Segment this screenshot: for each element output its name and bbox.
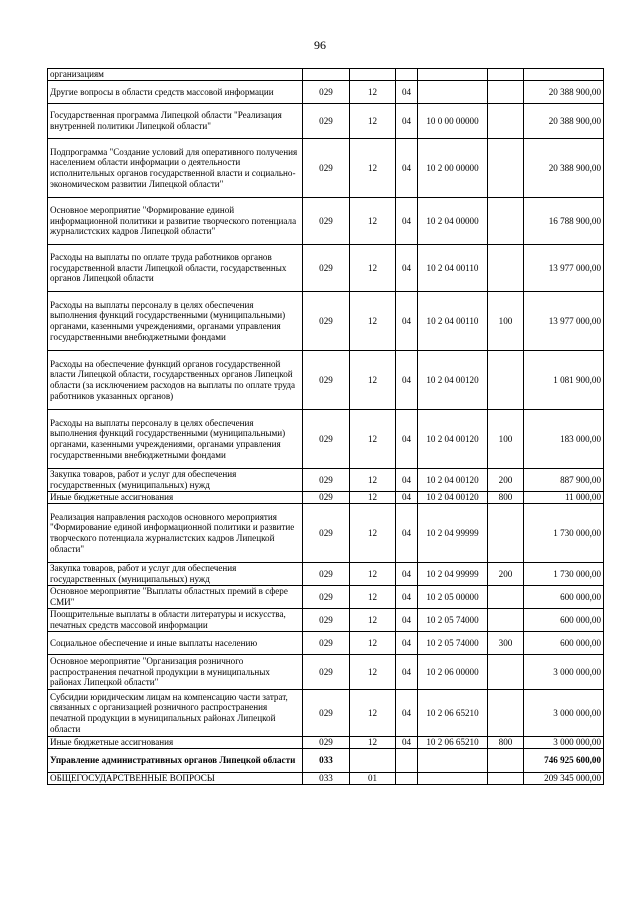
table-row bbox=[48, 690, 604, 737]
row-name: Расходы на выплаты персоналу в целях обеспечения выполнения функций государственными (муниципальными) органами, казенными учреждениями, органами управления государственными внебюджетными фондами bbox=[48, 410, 303, 469]
row-target-article: 10 2 04 99999 bbox=[418, 563, 488, 586]
row-amount: 11 000,00 bbox=[524, 492, 604, 504]
row-amount: 600 000,00 bbox=[524, 586, 604, 609]
row-subsection bbox=[396, 69, 418, 81]
row-target-article: 10 2 00 00000 bbox=[418, 139, 488, 198]
row-section: 12 bbox=[350, 469, 396, 492]
row-section: 12 bbox=[350, 351, 396, 410]
row-amount: 20 388 900,00 bbox=[524, 81, 604, 104]
row-subsection: 04 bbox=[396, 632, 418, 655]
row-section: 12 bbox=[350, 292, 396, 351]
row-target-article bbox=[418, 773, 488, 785]
row-name: Иные бюджетные ассигнования bbox=[48, 737, 303, 749]
row-section: 01 bbox=[350, 773, 396, 785]
row-section: 12 bbox=[350, 139, 396, 198]
row-name: Иные бюджетные ассигнования bbox=[48, 492, 303, 504]
table-row bbox=[48, 351, 604, 410]
row-admin-code: 029 bbox=[303, 292, 350, 351]
table-row bbox=[48, 410, 604, 469]
row-subsection: 04 bbox=[396, 245, 418, 292]
table-row bbox=[48, 773, 604, 785]
row-amount: 13 977 000,00 bbox=[524, 292, 604, 351]
table-row bbox=[48, 655, 604, 690]
row-expense-type bbox=[488, 609, 524, 632]
row-subsection: 04 bbox=[396, 292, 418, 351]
table-row bbox=[48, 245, 604, 292]
row-subsection: 04 bbox=[396, 737, 418, 749]
row-target-article bbox=[418, 69, 488, 81]
row-admin-code: 029 bbox=[303, 690, 350, 737]
row-expense-type: 100 bbox=[488, 410, 524, 469]
row-amount: 3 000 000,00 bbox=[524, 737, 604, 749]
row-name: Другие вопросы в области средств массовой информации bbox=[48, 81, 303, 104]
row-amount: 209 345 000,00 bbox=[524, 773, 604, 785]
row-target-article: 10 2 04 00120 bbox=[418, 469, 488, 492]
table-row bbox=[48, 292, 604, 351]
row-target-article bbox=[418, 749, 488, 773]
row-section: 12 bbox=[350, 504, 396, 563]
row-target-article: 10 2 04 00000 bbox=[418, 198, 488, 245]
row-expense-type bbox=[488, 245, 524, 292]
row-subsection: 04 bbox=[396, 469, 418, 492]
row-admin-code: 033 bbox=[303, 773, 350, 785]
row-expense-type: 800 bbox=[488, 492, 524, 504]
table-row bbox=[48, 563, 604, 586]
row-name: Расходы на обеспечение функций органов государственной власти Липецкой области, государственных органов Липецкой области (за исключением расходов на выплаты по оплате труда работников указанных органов) bbox=[48, 351, 303, 410]
row-section: 12 bbox=[350, 586, 396, 609]
row-admin-code bbox=[303, 69, 350, 81]
row-admin-code: 029 bbox=[303, 198, 350, 245]
row-subsection: 04 bbox=[396, 655, 418, 690]
row-expense-type bbox=[488, 104, 524, 139]
row-admin-code: 029 bbox=[303, 351, 350, 410]
row-amount: 600 000,00 bbox=[524, 632, 604, 655]
row-target-article: 10 2 05 74000 bbox=[418, 632, 488, 655]
row-subsection: 04 bbox=[396, 139, 418, 198]
row-section: 12 bbox=[350, 563, 396, 586]
row-subsection: 04 bbox=[396, 563, 418, 586]
table-row bbox=[48, 492, 604, 504]
row-name: Основное мероприятие "Формирование единой информационной политики и развитие творческого потенциала журналистских кадров Липецкой области" bbox=[48, 198, 303, 245]
row-admin-code: 029 bbox=[303, 81, 350, 104]
row-expense-type bbox=[488, 139, 524, 198]
row-amount: 1 730 000,00 bbox=[524, 504, 604, 563]
row-target-article: 10 2 04 00120 bbox=[418, 492, 488, 504]
row-name: Расходы на выплаты по оплате труда работников органов государственной власти Липецкой области, государственных органов Липецкой области bbox=[48, 245, 303, 292]
row-subsection: 04 bbox=[396, 609, 418, 632]
row-amount: 13 977 000,00 bbox=[524, 245, 604, 292]
row-subsection: 04 bbox=[396, 81, 418, 104]
row-subsection: 04 bbox=[396, 198, 418, 245]
row-section: 12 bbox=[350, 632, 396, 655]
row-admin-code: 029 bbox=[303, 245, 350, 292]
row-name: Подпрограмма "Создание условий для оперативного получения населением области информации о деятельности исполнительных органов государственной власти и социально-экономическом развитии Липецкой области" bbox=[48, 139, 303, 198]
row-expense-type: 200 bbox=[488, 563, 524, 586]
row-expense-type bbox=[488, 351, 524, 410]
row-target-article: 10 2 04 00110 bbox=[418, 292, 488, 351]
budget-table bbox=[47, 68, 604, 785]
row-admin-code: 029 bbox=[303, 469, 350, 492]
row-name: Основное мероприятие "Выплаты областных премий в сфере СМИ" bbox=[48, 586, 303, 609]
row-name: Субсидии юридическим лицам на компенсацию части затрат, связанных с организацией розничного распространения печатной продукции в муниципальных районах Липецкой области bbox=[48, 690, 303, 737]
row-amount: 20 388 900,00 bbox=[524, 139, 604, 198]
row-name: Управление административных органов Липецкой области bbox=[48, 749, 303, 773]
table-row bbox=[48, 737, 604, 749]
table-row bbox=[48, 632, 604, 655]
row-section: 12 bbox=[350, 737, 396, 749]
row-admin-code: 029 bbox=[303, 586, 350, 609]
row-expense-type: 800 bbox=[488, 737, 524, 749]
row-amount: 20 388 900,00 bbox=[524, 104, 604, 139]
row-target-article: 10 2 04 99999 bbox=[418, 504, 488, 563]
row-subsection bbox=[396, 773, 418, 785]
table-row bbox=[48, 69, 604, 81]
page-number: 96 bbox=[314, 38, 326, 52]
row-amount: 16 788 900,00 bbox=[524, 198, 604, 245]
row-name: Реализация направления расходов основного мероприятия "Формирование единой информационной политики и развитие творческого потенциала журналистских кадров Липецкой области" bbox=[48, 504, 303, 563]
row-amount: 3 000 000,00 bbox=[524, 690, 604, 737]
row-name: организациям bbox=[48, 69, 303, 81]
row-expense-type: 300 bbox=[488, 632, 524, 655]
row-target-article: 10 2 04 00120 bbox=[418, 410, 488, 469]
row-amount: 887 900,00 bbox=[524, 469, 604, 492]
row-amount: 183 000,00 bbox=[524, 410, 604, 469]
row-section bbox=[350, 749, 396, 773]
row-name: Поощрительные выплаты в области литературы и искусства, печатных средств массовой информации bbox=[48, 609, 303, 632]
row-target-article: 10 2 06 00000 bbox=[418, 655, 488, 690]
row-amount: 1 081 900,00 bbox=[524, 351, 604, 410]
table-row bbox=[48, 609, 604, 632]
row-expense-type bbox=[488, 504, 524, 563]
table-row bbox=[48, 104, 604, 139]
row-expense-type bbox=[488, 198, 524, 245]
row-admin-code: 029 bbox=[303, 504, 350, 563]
row-expense-type bbox=[488, 81, 524, 104]
row-subsection: 04 bbox=[396, 492, 418, 504]
table-row bbox=[48, 504, 604, 563]
row-section: 12 bbox=[350, 410, 396, 469]
table-row bbox=[48, 139, 604, 198]
row-section: 12 bbox=[350, 492, 396, 504]
row-name: ОБЩЕГОСУДАРСТВЕННЫЕ ВОПРОСЫ bbox=[48, 773, 303, 785]
row-section: 12 bbox=[350, 198, 396, 245]
row-target-article: 10 2 06 65210 bbox=[418, 690, 488, 737]
row-name: Социальное обеспечение и иные выплаты населению bbox=[48, 632, 303, 655]
row-section: 12 bbox=[350, 104, 396, 139]
row-target-article: 10 2 04 00110 bbox=[418, 245, 488, 292]
row-admin-code: 029 bbox=[303, 492, 350, 504]
row-name: Основное мероприятие "Организация розничного распространения печатной продукции в муниципальных районах Липецкой области" bbox=[48, 655, 303, 690]
row-subsection: 04 bbox=[396, 504, 418, 563]
row-subsection bbox=[396, 749, 418, 773]
table-row bbox=[48, 81, 604, 104]
row-expense-type: 200 bbox=[488, 469, 524, 492]
table-row bbox=[48, 586, 604, 609]
table-row bbox=[48, 198, 604, 245]
row-admin-code: 029 bbox=[303, 632, 350, 655]
row-amount bbox=[524, 69, 604, 81]
row-admin-code: 029 bbox=[303, 737, 350, 749]
row-subsection: 04 bbox=[396, 104, 418, 139]
row-expense-type bbox=[488, 586, 524, 609]
row-section bbox=[350, 69, 396, 81]
row-target-article bbox=[418, 81, 488, 104]
row-admin-code: 029 bbox=[303, 655, 350, 690]
row-expense-type bbox=[488, 690, 524, 737]
row-expense-type bbox=[488, 749, 524, 773]
row-target-article: 10 2 05 74000 bbox=[418, 609, 488, 632]
row-target-article: 10 2 04 00120 bbox=[418, 351, 488, 410]
row-admin-code: 029 bbox=[303, 563, 350, 586]
row-amount: 600 000,00 bbox=[524, 609, 604, 632]
row-amount: 746 925 600,00 bbox=[524, 749, 604, 773]
row-subsection: 04 bbox=[396, 586, 418, 609]
row-section: 12 bbox=[350, 690, 396, 737]
row-name: Закупка товаров, работ и услуг для обеспечения государственных (муниципальных) нужд bbox=[48, 469, 303, 492]
row-admin-code: 033 bbox=[303, 749, 350, 773]
row-target-article: 10 2 06 65210 bbox=[418, 737, 488, 749]
row-subsection: 04 bbox=[396, 690, 418, 737]
table-row bbox=[48, 469, 604, 492]
row-target-article: 10 0 00 00000 bbox=[418, 104, 488, 139]
row-admin-code: 029 bbox=[303, 104, 350, 139]
row-section: 12 bbox=[350, 81, 396, 104]
row-subsection: 04 bbox=[396, 351, 418, 410]
row-expense-type bbox=[488, 773, 524, 785]
table-row bbox=[48, 749, 604, 773]
row-name: Закупка товаров, работ и услуг для обеспечения государственных (муниципальных) нужд bbox=[48, 563, 303, 586]
row-admin-code: 029 bbox=[303, 609, 350, 632]
row-name: Расходы на выплаты персоналу в целях обеспечения выполнения функций государственными (муниципальными) органами, казенными учреждениями, органами управления государственными внебюджетными фондами bbox=[48, 292, 303, 351]
row-expense-type: 100 bbox=[488, 292, 524, 351]
row-name: Государственная программа Липецкой области "Реализация внутренней политики Липецкой области" bbox=[48, 104, 303, 139]
row-section: 12 bbox=[350, 609, 396, 632]
row-admin-code: 029 bbox=[303, 410, 350, 469]
row-target-article: 10 2 05 00000 bbox=[418, 586, 488, 609]
row-admin-code: 029 bbox=[303, 139, 350, 198]
row-amount: 3 000 000,00 bbox=[524, 655, 604, 690]
row-section: 12 bbox=[350, 655, 396, 690]
row-section: 12 bbox=[350, 245, 396, 292]
row-amount: 1 730 000,00 bbox=[524, 563, 604, 586]
row-subsection: 04 bbox=[396, 410, 418, 469]
row-expense-type bbox=[488, 69, 524, 81]
row-expense-type bbox=[488, 655, 524, 690]
